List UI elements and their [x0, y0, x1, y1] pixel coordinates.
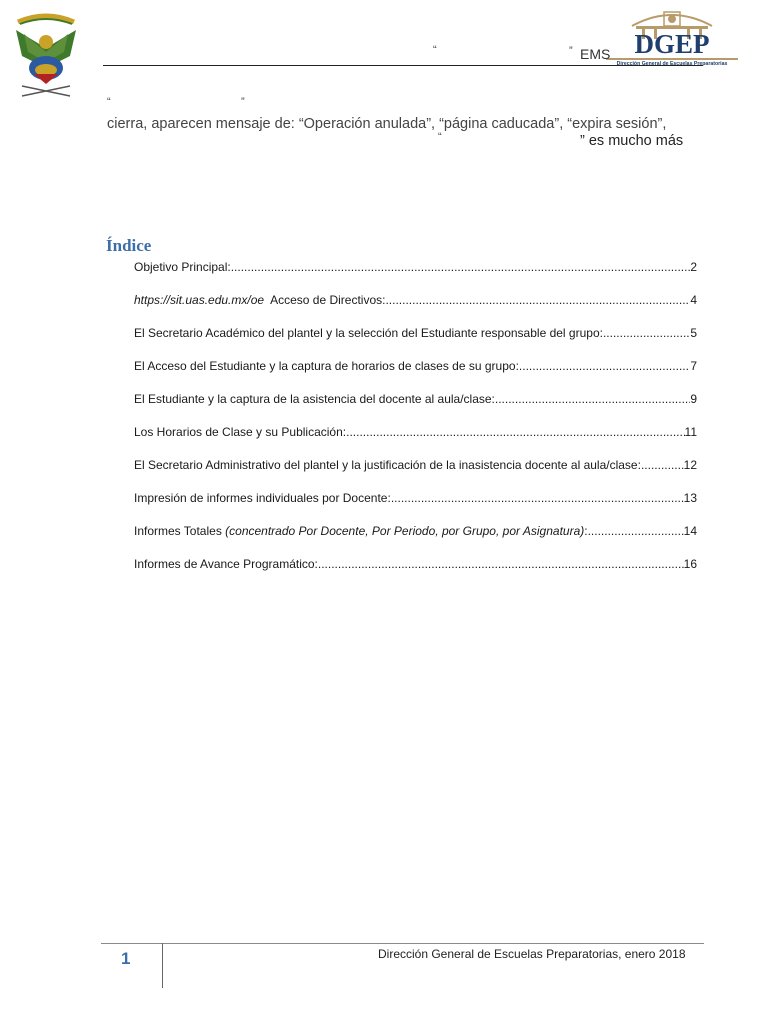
toc-entry-page: 13	[683, 491, 697, 505]
toc-entry-label: Objetivo Principal:	[134, 260, 231, 274]
toc-entry-label: Impresión de informes individuales por Docente:	[134, 491, 391, 505]
footer-divider	[101, 943, 704, 944]
toc-entry-label: El Estudiante y la captura de la asistencia del docente al aula/clase:	[134, 392, 495, 406]
intro-paragraph-line: cierra, aparecen mensaje de: “Operación anulada”, “página caducada”, “expira sesión”,	[107, 116, 667, 132]
toc-leader-dots	[588, 524, 684, 538]
header-open-quote: “	[433, 44, 437, 56]
index-title: Índice	[106, 236, 152, 255]
toc-entry-label: El Secretario Administrativo del plantel y la justificación de la inasistencia docente al aula/clase:	[134, 458, 641, 472]
toc-entry-page: 14	[683, 524, 697, 538]
toc-entry-label-after: :	[584, 524, 588, 538]
toc-leader-dots	[385, 293, 690, 307]
toc-entry-page: 4	[690, 293, 697, 307]
footer-text: Dirección General de Escuelas Preparatorias, enero 2018	[378, 947, 686, 961]
toc-entry-objetivo[interactable]	[134, 260, 697, 274]
toc-leader-dots	[641, 458, 684, 472]
toc-entry-page: 7	[690, 359, 697, 373]
header-close-quote: ”	[569, 45, 573, 57]
intro-close-quote: ”	[241, 96, 245, 108]
toc-leader-dots	[391, 491, 684, 505]
toc-entry-label: Informes de Avance Programático:	[134, 557, 318, 571]
header-ems-label: EMS	[580, 46, 611, 62]
intro-paragraph-tail: ” es mucho más	[580, 133, 684, 149]
page-number: 1	[121, 949, 131, 968]
toc-entry-page: 11	[684, 425, 697, 439]
intro-open-quote-2: “	[438, 131, 442, 143]
toc-entry-label: Los Horarios de Clase y su Publicación:	[134, 425, 347, 439]
toc-entry-label: El Acceso del Estudiante y la captura de horarios de clases de su grupo:	[134, 359, 519, 373]
toc-leader-dots	[346, 425, 684, 439]
toc-leader-dots	[603, 326, 690, 340]
toc-entry-page: 9	[690, 392, 697, 406]
toc-leader-dots	[231, 260, 691, 274]
toc-entry-page: 12	[683, 458, 697, 472]
toc-entry-horarios-publicacion[interactable]	[134, 425, 697, 439]
toc-entry-page: 2	[690, 260, 697, 274]
intro-open-quote: “	[107, 96, 111, 108]
toc-leader-dots	[495, 392, 690, 406]
toc-entry-url[interactable]: https://sit.uas.edu.mx/oe	[134, 293, 265, 307]
toc-leader-dots	[519, 359, 690, 373]
toc-entry-acceso-directivos[interactable]	[134, 293, 697, 307]
header-divider	[103, 65, 703, 66]
toc-entry-label: Informes Totales	[134, 524, 226, 538]
uas-crest-logo	[10, 8, 82, 98]
toc-entry-acceso-estudiante[interactable]	[134, 359, 697, 373]
toc-entry-label: El Secretario Académico del plantel y la selección del Estudiante responsable del grupo:	[134, 326, 603, 340]
dgep-logo-text: DGEP	[634, 29, 710, 59]
toc-leader-dots	[318, 557, 684, 571]
toc-entry-secretario-academico[interactable]	[134, 326, 697, 340]
toc-entry-avance-programatico[interactable]	[134, 557, 697, 571]
dgep-logo	[606, 4, 738, 66]
toc-entry-informes-totales[interactable]	[134, 524, 697, 538]
toc-entry-secretario-administrativo[interactable]	[134, 458, 697, 472]
toc-entry-page: 5	[690, 326, 697, 340]
toc-entry-informes-individuales[interactable]	[134, 491, 697, 505]
toc-entry-label-italic: (concentrado Por Docente, Por Periodo, por Grupo, por Asignatura)	[225, 524, 585, 538]
dgep-logo-subtitle: Dirección General de Escuelas Preparatorias	[616, 61, 728, 66]
footer-vertical-divider	[162, 943, 163, 988]
toc-entry-page: 16	[683, 557, 697, 571]
toc-entry-captura-asistencia[interactable]	[134, 392, 697, 406]
toc-entry-label: Acceso de Directivos:	[264, 293, 386, 307]
